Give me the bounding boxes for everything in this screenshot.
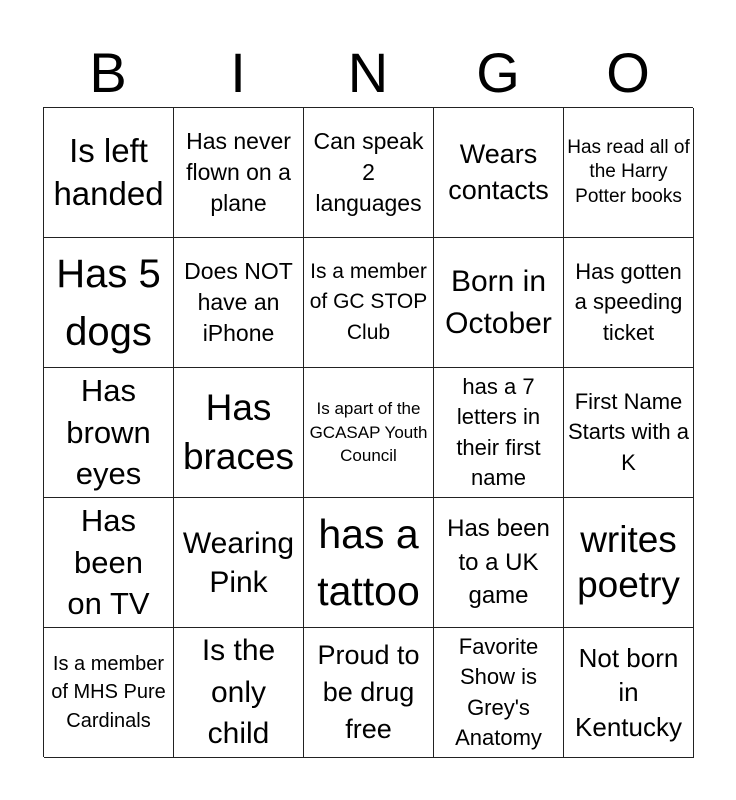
bingo-header [43,38,693,108]
header-letter-o: O [606,41,650,104]
cell-text: Wearing Pink [182,526,295,599]
bingo-cell[interactable] [44,368,174,498]
bingo-cell[interactable] [434,498,564,628]
bingo-cell[interactable] [174,628,304,758]
bingo-cell[interactable] [304,628,434,758]
header-letter-g: G [476,41,520,104]
bingo-cell[interactable] [564,238,694,368]
bingo-cell[interactable] [304,108,434,238]
cell-text: Is apart of the GCASAP Youth Council [309,398,428,466]
header-letter-i: I [230,41,246,104]
bingo-cell[interactable] [564,628,694,758]
bingo-cell[interactable] [174,238,304,368]
cell-text: Is a member of GC STOP Club [309,259,428,344]
cell-text: Is a member of MHS Pure Cardinals [51,652,166,732]
bingo-cell[interactable] [304,498,434,628]
bingo-cell[interactable] [44,238,174,368]
cell-text: Has never flown on a plane [186,127,291,217]
cell-text: has a 7 letters in their first name [456,373,541,490]
cell-text: Wears contacts [448,139,549,205]
cell-text: First Name Starts with a K [567,388,690,475]
bingo-cell[interactable] [44,498,174,628]
bingo-cell[interactable] [304,368,434,498]
cell-text: Has 5 dogs [56,251,161,354]
bingo-cell[interactable] [44,108,174,238]
cell-text: Has read all of the Harry Potter books [567,137,690,207]
bingo-cell[interactable] [564,108,694,238]
cell-text: has a tattoo [317,510,420,614]
cell-text: Proud to be drug free [317,639,420,745]
cell-text: Has been to a UK game [447,515,550,610]
bingo-board [43,107,693,757]
cell-text: Not born in Kentucky [575,643,682,742]
bingo-cell[interactable] [434,108,564,238]
bingo-cell[interactable] [174,498,304,628]
cell-text: Has brown eyes [66,372,151,492]
header-letter-b: B [89,41,127,104]
cell-text: Is left handed [53,132,164,212]
bingo-cell[interactable] [44,628,174,758]
bingo-cell[interactable] [174,368,304,498]
header-letter-n: N [347,41,389,104]
cell-text: Can speak 2 languages [313,127,424,217]
bingo-cell[interactable] [564,498,694,628]
bingo-cell[interactable] [434,368,564,498]
cell-text: Has gotten a speeding ticket [574,258,683,345]
cell-text: Does NOT have an iPhone [184,257,293,347]
cell-text: Is the only child [201,634,276,751]
bingo-cell[interactable] [304,238,434,368]
cell-text: Has braces [182,387,295,477]
cell-text: Has been on TV [67,502,150,622]
cell-text: writes poetry [577,519,680,605]
bingo-cell[interactable] [434,238,564,368]
bingo-cell[interactable] [564,368,694,498]
cell-text: Favorite Show is Grey's Anatomy [455,633,542,750]
bingo-cell[interactable] [174,108,304,238]
bingo-cell[interactable] [434,628,564,758]
cell-text: Born in October [445,265,552,340]
